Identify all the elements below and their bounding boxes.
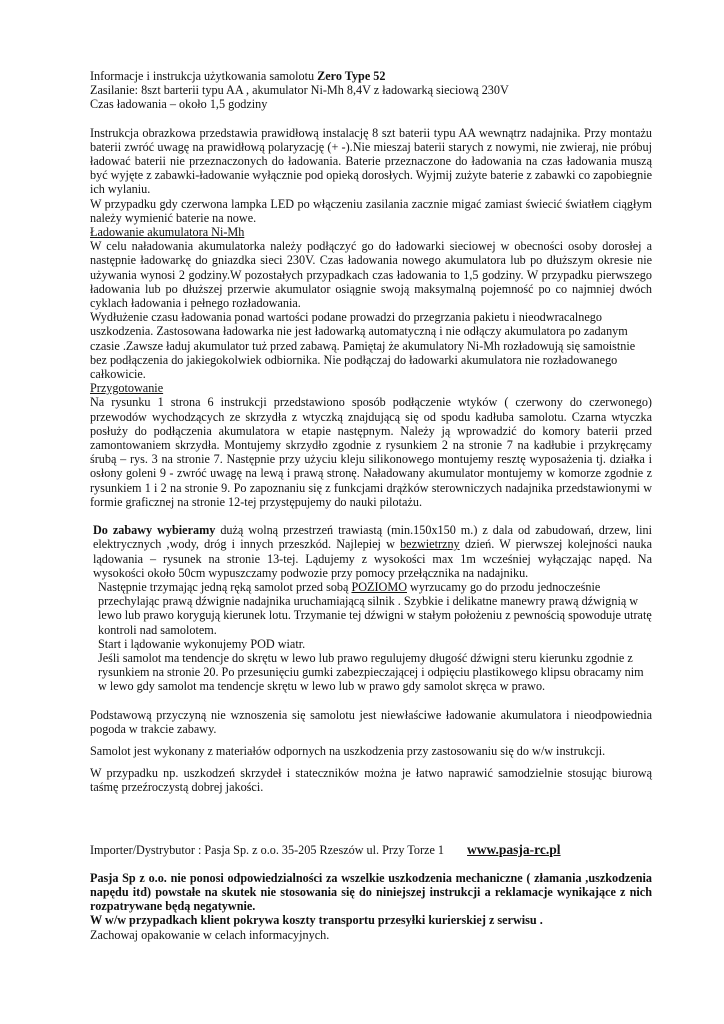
play-para-2 — [90, 580, 652, 637]
preparation-para: Na rysunku 1 strona 6 instrukcji przedstawiono sposób podłączenie wtyków ( czerwony do czerwonego) przewodów wychodzących ze skrzydła z wtyczką znajdującą się od spodu kadłuba samolotu. Czarna wtyczka posłuży do podłączenia akumulatora w etapie następnym. Należy ją wprowadzić do komory baterii przed zamontowaniem skrzydła. Montujemy skrzydło zgodnie z rysunkiem 2 na stronie 7 na kadłubie i przykręcamy śrubą – rys. 3 na stronie 7. Następnie przy użyciu kleju silikonowego montujemy resztę wyposażenia tj. działka i osłony goleni 9 - zwróć uwagę na lewą i prawą stronę. Naładowany akumulator montujemy w komorze zgodnie z rysunkiem 1 i 2 na stronie 9. Po zapoznaniu się z funkcjami drążków sterowniczych nadajnika przedstawionymi w formie graficznej na stronie 12-tej przystępujemy do nauki pilotażu. — [90, 395, 652, 509]
power-supply-line: Zasilanie: 8szt barterii typu AA , akumulator Ni-Mh 8,4V z ładowarką sieciową 230V — [90, 83, 509, 98]
title-prefix: Informacje i instrukcja użytkowania samolotu — [90, 69, 318, 83]
model-name: Zero Type 52 — [317, 69, 386, 83]
play-text-b: dzień. W pierwszej kolejności nauka lądowania – rysunek na stronie 13-tej. Lądujemy z wysokości max 1m wcześniej wyłączając napęd. Na wysokości około 50cm wypuszczamy podwozie przy pomocy przełącznika na nadajniku. — [93, 537, 652, 580]
windless-word: bezwietrzny — [400, 537, 460, 552]
charging-para-2: Wydłużenie czasu ładowania ponad wartości podane prowadzi do przegrzania pakietu i nieodwracalnego uszkodzenia. Zastosowana ładowarka nie jest ładowarką automatyczną i nie odłączy akumulatora po zadanym czasie .Zawsze ładuj akumulator tuż przed zabawą. Pamiętaj że akumulatory Ni-Mh rozładowują się samoistnie bez podłączenia do jakiegokolwiek odbiornika. Nie podłączaj do ładowarki akumulatora nie rozładowanego całkowicie. — [90, 310, 636, 382]
play-text-a: dużą wolną przestrzeń trawiastą (min.150x150 m.) z dala od zabudowań, drzew, lini elektrycznych ,wody, dróg i innych przeszkód. Najlepiej w — [93, 523, 652, 552]
notes-para-1: Podstawową przyczyną nie wznoszenia się samolotu jest niewłaściwe ładowanie akumulatora i nieodpowiednia pogoda w trakcie zabawy. — [90, 707, 652, 736]
charging-time-line: Czas ładowania – około 1,5 godziny — [90, 97, 268, 112]
led-warning: W przypadku gdy czerwona lampka LED po włączeniu zasilania zacznie migać zamiast świecić światłem ciągłym należy wymienić baterie na nowe. — [90, 196, 652, 225]
throw-text-b: wyrzucamy go do przodu jednocześnie przechylając prawą dźwignie nadajnika uruchamiającą silnik . Szybkie i delikatne manewry prawą dźwignią w lewo lub prawo korygują kierunek lotu. Trzymanie tej dźwigni w stałym położeniu z pewnością spowoduje utratę kontroli nad samolotem. — [98, 579, 652, 637]
packaging-note: Zachowaj opakowanie w celach informacyjnych. — [90, 927, 330, 942]
charging-heading: Ładowanie akumulatora Ni-Mh — [90, 225, 245, 240]
throw-text-a: Następnie trzymając jedną ręką samolot przed sobą — [98, 579, 352, 594]
importer-text: Importer/Dystrybutor : Pasja Sp. z o.o. 35-205 Rzeszów ul. Przy Torze 1 — [90, 842, 448, 857]
play-para-3: Start i lądowanie wykonujemy POD wiatr. — [98, 636, 306, 651]
disclaimer-2: W w/w przypadkach klient pokrywa koszty transportu przesyłki kurierskiej z serwisu . — [90, 913, 543, 928]
disclaimer-1: Pasja Sp z o.o. nie ponosi odpowiedzialności za wszelkie uszkodzenia mechaniczne ( złamania ,uszkodzenia napędu itd) powstałe na skutek nie stosowania się do niniejszej instrukcji a reklamacje wynikające z nich rozpatrywane będą negatywnie. — [90, 870, 652, 914]
notes-para-3: W przypadku np. uszkodzeń skrzydeł i stateczników można je łatwo naprawić samodzielnie stosując biurową taśmę przeźroczystą dobrej jakości. — [90, 766, 652, 795]
horizontal-word: POZIOMO — [351, 579, 407, 594]
play-para-4: Jeśli samolot ma tendencje do skrętu w lewo lub prawo regulujemy długość dźwigni steru kierunku zgodnie z rysunkiem na stronie 20. Po przesunięciu gumki zabezpieczającej i odpięciu plastikowego klipsu obracamy nim w lewo gdy samolot ma tendencje skrętu w lewo lub w prawo gdy samolot skręca w prawo. — [98, 650, 644, 694]
importer-line — [90, 843, 652, 857]
battery-instructions: Instrukcja obrazkowa przedstawia prawidłową instalację 8 szt baterii typu AA wewnątrz nadajnika. Przy montażu baterii zwróć uwagę na prawidłową polaryzację (+ -).Nie mieszaj baterii starych z nowymi, nie zwieraj, nie próbuj ładować baterii nie przeznaczonych do ładowania. Baterie przeznaczone do ładowania na czas ładowania muszą być wyjęte z zabawki-ładowanie wyłącznie pod opieką dorosłych. Wyjmij zużyte baterie z zabawki co zapobiegnie ich wylaniu. — [90, 125, 652, 197]
preparation-heading: Przygotowanie — [90, 381, 164, 396]
website-link[interactable]: www.pasja-rc.pl — [467, 841, 561, 857]
play-para-1 — [90, 523, 652, 580]
charging-para-1: W celu naładowania akumulatorka należy podłączyć go do ładowarki sieciowej w obecności osoby dorosłej a następnie ładowarkę do gniazdka sieci 230V. Czas ładowania nowego akumulatora lub po dłuższym okresie nie używania wynosi 2 godziny.W pozostałych przypadkach czas ładowania to 1,5 godziny. W przypadku pierwszego ładowania lub po dłuższej przerwie akumulator osiągnie swoją maksymalną pojemność po co najmniej dwóch cyklach ładowania i pełnego rozładowania. — [90, 239, 652, 311]
notes-para-2: Samolot jest wykonany z materiałów odpornych na uszkodzenia przy zastosowaniu się do w/w instrukcji. — [90, 743, 606, 758]
document-page — [90, 69, 652, 942]
play-intro: Do zabawy wybieramy — [93, 523, 216, 538]
doc-title-line — [90, 69, 652, 83]
